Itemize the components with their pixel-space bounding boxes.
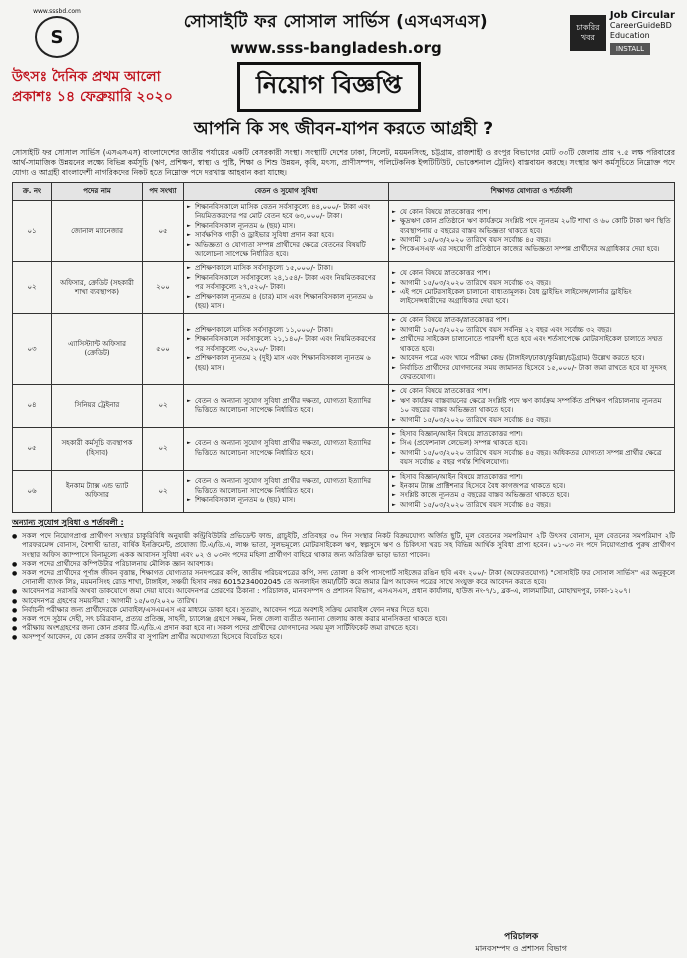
qualification-item: ► যে কোন বিষয়ে স্নাতকোত্তর পাশ। xyxy=(392,208,671,217)
salary-cell xyxy=(184,385,389,428)
salary-cell xyxy=(184,201,389,262)
qualification-item: ► আগামী ১৫/০৩/২০২০ তারিখে বয়স সর্বোচ্চ ৪৫ বছর। xyxy=(392,236,671,245)
salary-cell xyxy=(184,262,389,314)
salary-item: ► বেতন ও অন্যান্য সুযোগ সুবিধা প্রার্থীর দক্ষতা, যোগ্যতা ইত্যাদির ভিত্তিতে আলোচনা সাপেক্ষে নির্ধারিত হবে। xyxy=(187,397,385,416)
others-item: ● পরীক্ষায় অংশগ্রহণের জন্য কোন প্রকার টি.এ/ডি.এ প্রদান করা হবে না। সকল পদের প্রার্থীদের যোগদানের সময় মূল সার্টিফিকেট জমা রাখতে হবে। xyxy=(12,624,675,633)
post-cell: এ্যাসিস্ট্যান্ট অফিসার (ক্রেডিট) xyxy=(52,314,143,385)
qualification-cell xyxy=(389,262,675,314)
qualification-item: ► আগামী ১৫/০৩/২০২০ তারিখে বয়স সর্বোচ্চ ৪৫ বছর। xyxy=(392,416,671,425)
salary-item: ► প্রশিক্ষণকালে মাসিক সর্বসাকুল্যে ১৫,০০০/- টাকা। xyxy=(187,264,385,273)
qualification-item: ► সিএ (প্রফেশনাল লেভেল) সম্পন্ন থাকতে হবে। xyxy=(392,439,671,448)
count-cell: ৫০০ xyxy=(143,314,184,385)
others-item: ● সকল পদে নিয়োগপ্রাপ্ত প্রার্থীগণ সংস্থার চাকুরিবিধি অনুযায়ী কন্ট্রিবিউটরি প্রভিডেন্ট ফান্ড, গ্রাচুইটি, প্রতিবছর ৩০ দিন সংস্থার নিকট বিক্রয়যোগ্য অর্জিত ছুটি, মূল বেতনের সমপরিমাণ ২টি উৎসব বোনাস, মূল বেতনের সমপরিমাণ ২টি পারফরমেন্স বোনাস, বৈশাখী ভাতা, বার্ষিক ইনক্রিমেন্ট, প্রযোজ্য টি.এ/ডি.এ, লাঞ্চ ভাতা, সুলভমূল্যে মোটরসাইকেল ঋণ, স্বল্পসুদে ঋণ ও চিকিৎসা খরচ সহ বিভিন্ন আর্থিক সুবিধা প্রাপ্য হবেন। ০১-০৩ নং পদে নিয়োগপ্রাপ্ত পুরুষ প্রার্থীগণ সংস্থার অফিস ক্যাম্পাসে বিনামূল্যে একক আবাসন সুবিধা এবং ০২ ও ০৩নং পদের মহিলা প্রার্থীগণ বাহিরে থাকার জন্য অতিরিক্ত ভাড়া ভাতা পাবেন। xyxy=(12,532,675,560)
table-row xyxy=(13,470,675,513)
qualification-item: ► ক্ষুদ্রঋণ কোন প্রতিষ্ঠানে ঋণ কার্যক্রমে সংশ্লিষ্ট পদে ন্যূনতম ২০টি শাখা ও ৬০ কোটি টাকা ঋণ স্থিতি ব্যবস্থাপনায় ৫ বছরের বাস্তব অভিজ্ঞতা থাকতে হবে। xyxy=(392,217,671,236)
salary-cell xyxy=(184,470,389,513)
salary-item: ► শিক্ষানবিসকালে সর্বসাকুল্যে ২৪,১৫৪/- টাকা এবং নিয়মিতকরণের পর সর্বসাকুল্যে ২৭,৫২০/- টাকা। xyxy=(187,274,385,293)
logo-url: www.sssbd.com xyxy=(33,8,81,15)
qualification-item: ► আগামী ১৫/০৩/২০২০ তারিখে বয়স সর্বনিম্ন ২২ বছর এবং সর্বোচ্চ ৩২ বছর। xyxy=(392,326,671,335)
salary-item: ► প্রশিক্ষণকাল ন্যূনতম ২ (দুই) মাস এবং শিক্ষানবিসকাল ন্যূনতম ৬ (ছয়) মাস। xyxy=(187,354,385,373)
header xyxy=(12,6,675,60)
others-item: ● অসম্পূর্ণ আবেদন, যে কোন প্রকার তদবীর বা সুপারিশ প্রার্থীর অযোগ্যতা হিসেবে বিবেচিত হবে। xyxy=(12,633,675,642)
serial-cell: ০৬ xyxy=(13,470,52,513)
serial-cell: ০৫ xyxy=(13,427,52,470)
col-post: পদের নাম xyxy=(52,183,143,201)
col-count: পদ সংখ্যা xyxy=(143,183,184,201)
post-cell: সহকারী কর্মসূচি ব্যবস্থাপক (হিসাব) xyxy=(52,427,143,470)
qualification-item: ► যে কোন বিষয়ে স্নাতকোত্তর পাশ। xyxy=(392,387,671,396)
others-item: ● সকল পদে সুঠাম দেহী, সৎ চরিত্রবান, প্রত্যয় প্রতিজ্ঞ, সাহসী, চ্যালেঞ্জ গ্রহণে সক্ষম, নিজ জেলা ব্যতীত অন্যান্য জেলায় কাজ করার মানসিকতা থাকতে হবে। xyxy=(12,615,675,624)
salary-item: ► শিক্ষানবিসকাল ন্যূনতম ৬ (ছয়) মাস। xyxy=(187,496,385,505)
qualification-item: ► হিসাব বিজ্ঞান/আইন বিষয়ে স্নাতকোত্তর পাশ। xyxy=(392,473,671,482)
serial-cell: ০৪ xyxy=(13,385,52,428)
count-cell: ০৫ xyxy=(143,201,184,262)
others-item: ● আবেদনপত্র গ্রহণের সময়সীমা : আগামী ১৫/০৩/২০২০ তারিখ। xyxy=(12,597,675,606)
qualification-cell xyxy=(389,470,675,513)
table-row xyxy=(13,314,675,385)
qualification-item: ► সংশ্লিষ্ট কাজে ন্যূনতম ৫ বছরের বাস্তব অভিজ্ঞতা থাকতে হবে। xyxy=(392,491,671,500)
table-row xyxy=(13,262,675,314)
others-item: ● আবেদনপত্র সরাসরি অথবা ডাকযোগে জমা দেয়া যাবে। আবেদনপত্র প্রেরণের ঠিকানা : পরিচালক, মানবসম্পদ ও প্রশাসন বিভাগ, এসএসএস, প্রধান কার্যালয়, হাউজ নং-৭/১, ব্লক-এ, লালমাটিয়া, মোহাম্মদপুর, ঢাকা-১২০৭। xyxy=(12,587,675,596)
post-cell: সিনিয়র ট্রেইনার xyxy=(52,385,143,428)
qualification-cell xyxy=(389,314,675,385)
others-title: অন্যান্য সুযোগ সুবিধা ও শর্তাবলী : xyxy=(12,518,124,528)
app-badge-text xyxy=(610,11,675,55)
install-button[interactable]: INSTALL xyxy=(610,43,650,55)
salary-item: ► অভিজ্ঞতা ও যোগ্যতা সম্পন্ন প্রার্থীদের ক্ষেত্রে বেতনের বিষয়টি আলোচনা সাপেক্ষে নির্ধারিত হবে। xyxy=(187,241,385,260)
headline: আপনি কি সৎ জীবন-যাপন করতে আগ্রহী ? xyxy=(193,119,494,139)
qualification-item: ► আবেদন পত্রে এবং খামে পরীক্ষা কেন্দ্র (টাঙ্গাইল/ঢাকা/কুমিল্লা/চট্টগ্রাম) উল্লেখ করতে হবে। xyxy=(392,354,671,363)
qualification-item: ► পিকেএসএফ এর সহযোগী প্রতিষ্ঠানে কাজের অভিজ্ঞতা সম্পন্ন প্রার্থীদের অগ্রাধিকার দেয়া হবে। xyxy=(392,245,671,254)
col-salary: বেতন ও সুযোগ সুবিধা xyxy=(184,183,389,201)
source-info xyxy=(12,67,217,107)
serial-cell: ০৩ xyxy=(13,314,52,385)
table-header-row xyxy=(13,183,675,201)
qualification-item: ► যে কোন বিষয়ে স্নাতকোত্তর পাশ। xyxy=(392,269,671,278)
col-serial: ক্র. নং xyxy=(13,183,52,201)
qualification-item: ► যে কোন বিষয়ে স্নাতক/স্নাতকোত্তর পাশ। xyxy=(392,316,671,325)
salary-item: ► শিক্ষানবিসকালে সর্বসাকুল্যে ২১,১৪০/- টাকা এবং নিয়মিতকরণের পর সর্বসাকুল্যে ৩০,২০০/- টাকা। xyxy=(187,335,385,354)
salary-cell xyxy=(184,314,389,385)
others-item: ● নির্বাচনী পরীক্ষার জন্য প্রার্থীদেরকে মোবাইল/এসএমএস এর মাধ্যমে ডাকা হবে। সুতরাং, আবেদন পত্রে অবশ্যই সক্রিয় মোবাইল ফোন নম্বর দিতে হবে। xyxy=(12,606,675,615)
table-row xyxy=(13,427,675,470)
post-cell: জোনাল ম্যানেজার xyxy=(52,201,143,262)
source-row xyxy=(12,64,675,110)
qualification-item: ► আগামী ১৫/০৩/২০২০ তারিখে বয়স সর্বোচ্চ ৪৫ বছর। xyxy=(392,501,671,510)
signature-block xyxy=(475,931,567,954)
others-item: ● সকল পদের প্রার্থীদের পূর্ণাঙ্গ জীবন বৃত্তান্ত, শিক্ষাগত যোগ্যতার সনদপত্রের কপি, জাতীয় পরিচয়পত্রের কপি, সদ্য তোলা ৪ কপি পাসপোর্ট সাইজের রঙিন ছবি এবং ২০০/- টাকা (অফেরতযোগ্য) "সোসাইটি ফর সোসাল সার্ভিস" এর অনুকূলে সোনালী ব্যাংক লিঃ, ময়মনসিংহ রোড শাখা, টাঙ্গাইল, সঞ্চয়ী হিসাব নম্বর 6015234002045 তে অনলাইন জমা/টিটি করে জমার স্লিপ আবেদন পত্রের সাথে সংযুক্ত করে আবেদন করতে হবে। xyxy=(12,569,675,587)
sss-logo-icon: S xyxy=(35,16,79,58)
others-list xyxy=(12,532,675,642)
qualification-item: ► আগামী ১৫/০৩/২০২০ তারিখে বয়স সর্বোচ্চ ৪৫ বছর। অধিকতর যোগ্যতা সম্পন্ন প্রার্থীর ক্ষেত্রে বয়স সর্বোচ্চ ৫ বছর পর্যন্ত শিথিলযোগ্য। xyxy=(392,449,671,468)
app-badge[interactable] xyxy=(570,11,675,55)
signature-title: পরিচালক xyxy=(504,932,539,942)
salary-item: ► বেতন ও অন্যান্য সুযোগ সুবিধা প্রার্থীর দক্ষতা, যোগ্যতা ইত্যাদির ভিত্তিতে আলোচনা সাপেক্ষে নির্ধারিত হবে। xyxy=(187,439,385,458)
salary-item: ► প্রশিক্ষণকাল ন্যূনতম ৪ (চার) মাস এবং শিক্ষানবিসকাল ন্যূনতম ৬ (ছয়) মাস। xyxy=(187,293,385,312)
qualification-item: ► ঋণ কার্যক্রম বাস্তবায়নের ক্ষেত্রে সংশ্লিষ্ট পদে ঋণ কার্যক্রম সম্পর্কিত প্রশিক্ষণ পরিচালনায় ন্যূনতম ১০ বছরের বাস্তব অভিজ্ঞতা থাকতে হবে। xyxy=(392,397,671,416)
app-badge-line2: Education xyxy=(609,31,650,40)
count-cell: ০২ xyxy=(143,427,184,470)
qualification-item: ► আগামী ১৫/০৩/২০২০ তারিখে বয়স সর্বোচ্চ ৩২ বছর। xyxy=(392,279,671,288)
count-cell: ০২ xyxy=(143,385,184,428)
col-qualification: শিক্ষাগত যোগ্যতা ও শর্তাবলী xyxy=(389,183,675,201)
salary-item: ► শিক্ষানবিসকালে মাসিক বেতন সর্বসাকুল্যে ৪৪,০০০/- টাকা এবং নিয়মিতকরণের পর মোট বেতন হবে ৬৩,০০০/- টাকা। xyxy=(187,203,385,222)
salary-item: ► প্রশিক্ষণকালে মাসিক সর্বসাকুল্যে ১১,০০০/- টাকা। xyxy=(187,326,385,335)
source-paper: উৎসঃ দৈনিক প্রথম আলো xyxy=(12,69,161,85)
table-row xyxy=(13,385,675,428)
source-date: প্রকাশঃ ১৪ ফেব্রুয়ারি ২০২০ xyxy=(12,89,173,105)
qualification-item: ► নির্বাচিত প্রার্থীদের যোগদানের সময় জামানত হিসেবে ১৫,০০০/- টাকা জমা রাখতে হবে যা সুদসহ ফেরতযোগ্য। xyxy=(392,364,671,383)
app-badge-icon: চাকরির খবর xyxy=(570,15,606,51)
salary-item: ► শিক্ষানবিসকাল ন্যূনতম ৬ (ছয়) মাস। xyxy=(187,222,385,231)
qualification-cell xyxy=(389,201,675,262)
app-badge-line1: CareerGuideBD xyxy=(609,21,672,30)
job-table xyxy=(12,182,675,513)
post-cell: ইনকাম ট্যাক্স এন্ড ভ্যাট অফিসার xyxy=(52,470,143,513)
organization-website[interactable]: www.sss-bangladesh.org xyxy=(230,39,442,57)
app-badge-title: Job Circular xyxy=(609,10,675,21)
serial-cell: ০১ xyxy=(13,201,52,262)
qualification-cell xyxy=(389,427,675,470)
count-cell: ০২ xyxy=(143,470,184,513)
qualification-item: ► এই পদে মোটরসাইকেল চালানো বাধ্যতামূলক। বৈধ ড্রাইভিং লাইসেন্স/লার্নার ড্রাইভিং লাইসেন্সধারীদের অগ্রাধিকার দেয়া হবে। xyxy=(392,288,671,307)
post-cell: অফিসার, ক্রেডিট (সহকারী শাখা ব্যবস্থাপক) xyxy=(52,262,143,314)
intro-paragraph: সোসাইটি ফর সোসাল সার্ভিস (এসএসএস) বাংলাদেশের জাতীয় পর্যায়ের একটি বেসরকারী সংস্থা। সংস্থাটি দেশের ঢাকা, সিলেট, ময়মনসিংহ, চট্টগ্রাম, রাজশাহী ও রংপুর বিভাগের মোট ৩৩টি জেলায় প্রায় ৭.৫ লক্ষ পরিবারের আর্থ-সামাজিক উন্নয়নের লক্ষ্যে বিভিন্ন কর্মসূচি (ঋণ, প্রশিক্ষণ, স্বাস্থ্য ও পুষ্টি, শিক্ষা ও শিশু উন্নয়ন, কৃষি, মৎস্য, প্রাণীসম্পদ, পলিটেকনিক ইন্সটিটিউট, ভোকেশনাল ট্রেনিং) বাস্তবায়ন করছে। সংস্থার ঋণ কর্মসূচিতে নিম্নোক্ত পদে যোগ্য ও আগ্রহী বাংলাদেশী নাগরিকদের নিকট হতে নিম্নোক্ত পদে দরখাস্ত আহবান করা যাচ্ছে। xyxy=(12,148,675,177)
qualification-item: ► হিসাব বিজ্ঞান/আইন বিষয়ে স্নাতকোত্তর পাশ। xyxy=(392,430,671,439)
salary-item: ► বেতন ও অন্যান্য সুযোগ সুবিধা প্রার্থীর দক্ষতা, যোগ্যতা ইত্যাদির ভিত্তিতে আলোচনা সাপেক্ষে নির্ধারিত হবে। xyxy=(187,477,385,496)
qualification-item: ► ইনকাম ট্যাক্স প্রাক্টিশনার হিসেবে বৈধ কাগজপত্র থাকতে হবে। xyxy=(392,482,671,491)
organization-name: সোসাইটি ফর সোসাল সার্ভিস (এসএসএস) xyxy=(183,12,489,32)
notice-title: নিয়োগ বিজ্ঞপ্তি xyxy=(237,62,421,112)
qualification-cell xyxy=(389,385,675,428)
table-row xyxy=(13,201,675,262)
salary-cell xyxy=(184,427,389,470)
qualification-item: ► প্রার্থীদের সাইকেল চালানোতে পারদর্শী হতে হবে এবং শর্তসাপেক্ষে মোটরসাইকেল চালাতে সম্মত থাকতে হবে। xyxy=(392,335,671,354)
serial-cell: ০২ xyxy=(13,262,52,314)
others-item: ● সকল পদের প্রার্থীদের কম্পিউটার পরিচালনায় মৌলিক জ্ঞান আবশ্যক। xyxy=(12,560,675,569)
logo-area xyxy=(12,8,102,58)
salary-item: ► সার্বক্ষণিক গাড়ী ও ড্রাইভার সুবিধা প্রদান করা হবে। xyxy=(187,231,385,240)
signature-department: মানবসম্পদ ও প্রশাসন বিভাগ xyxy=(475,944,567,953)
count-cell: ২০০ xyxy=(143,262,184,314)
organization-block xyxy=(102,9,570,57)
